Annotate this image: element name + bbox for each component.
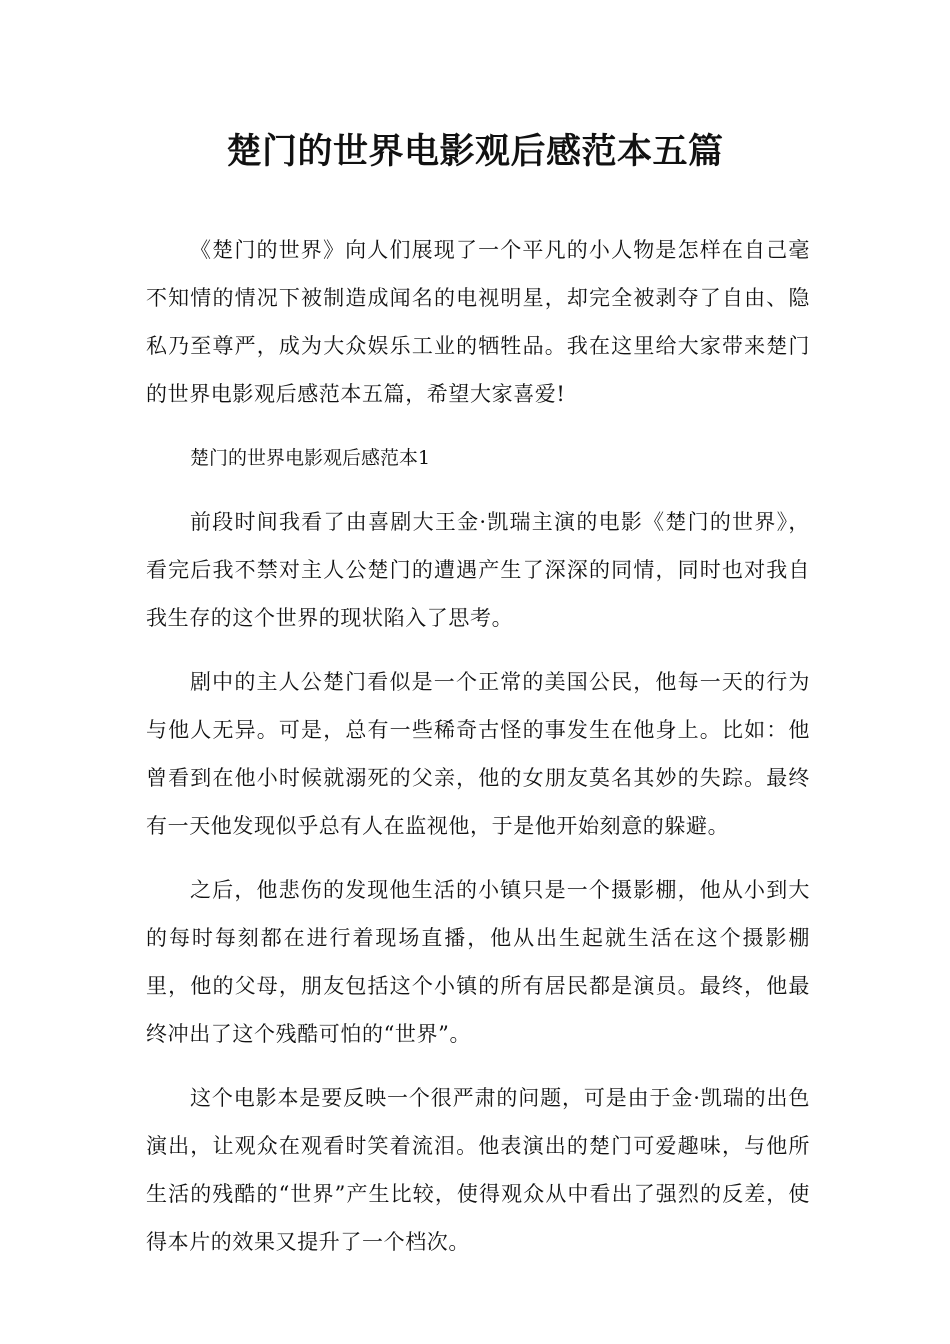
body-paragraph-4: 这个电影本是要反映一个很严肃的问题，可是由于金·凯瑞的出色演出，让观众在观看时笑着流泪。他表演出的楚门可爱趣味，与他所生活的残酷的“世界”产生比较，使得观众从中看出了强烈的反差，使得本片的效果又提升了一个档次。 bbox=[146, 1086, 810, 1254]
body-paragraph-2: 剧中的主人公楚门看似是一个正常的美国公民，他每一天的行为与他人无异。可是，总有一些稀奇古怪的事发生在他身上。比如：他曾看到在他小时候就溺死的父亲，他的女朋友莫名其妙的失踪。最终有一天他发现似乎总有人在监视他，于是他开始刻意的躲避。 bbox=[146, 670, 810, 838]
body-paragraph-1: 前段时间我看了由喜剧大王金·凯瑞主演的电影《楚门的世界》，看完后我不禁对主人公楚门的遭遇产生了深深的同情，同时也对我自我生存的这个世界的现状陷入了思考。 bbox=[146, 510, 810, 630]
intro-paragraph: 《楚门的世界》向人们展现了一个平凡的小人物是怎样在自己毫不知情的情况下被制造成闻名的电视明星，却完全被剥夺了自由、隐私乃至尊严，成为大众娱乐工业的牺牲品。我在这里给大家带来楚门的世界电影观后感范本五篇，希望大家喜爱! bbox=[146, 238, 810, 406]
section-heading: 楚门的世界电影观后感范本1 bbox=[190, 447, 431, 469]
document-body bbox=[146, 226, 810, 1282]
body-paragraph-3: 之后，他悲伤的发现他生活的小镇只是一个摄影棚，他从小到大的每时每刻都在进行着现场直播，他从出生起就生活在这个摄影棚里，他的父母，朋友包括这个小镇的所有居民都是演员。最终，他最终冲出了这个残酷可怕的“世界”。 bbox=[146, 878, 810, 1046]
document-title: 楚门的世界电影观后感范本五篇 bbox=[226, 132, 724, 172]
